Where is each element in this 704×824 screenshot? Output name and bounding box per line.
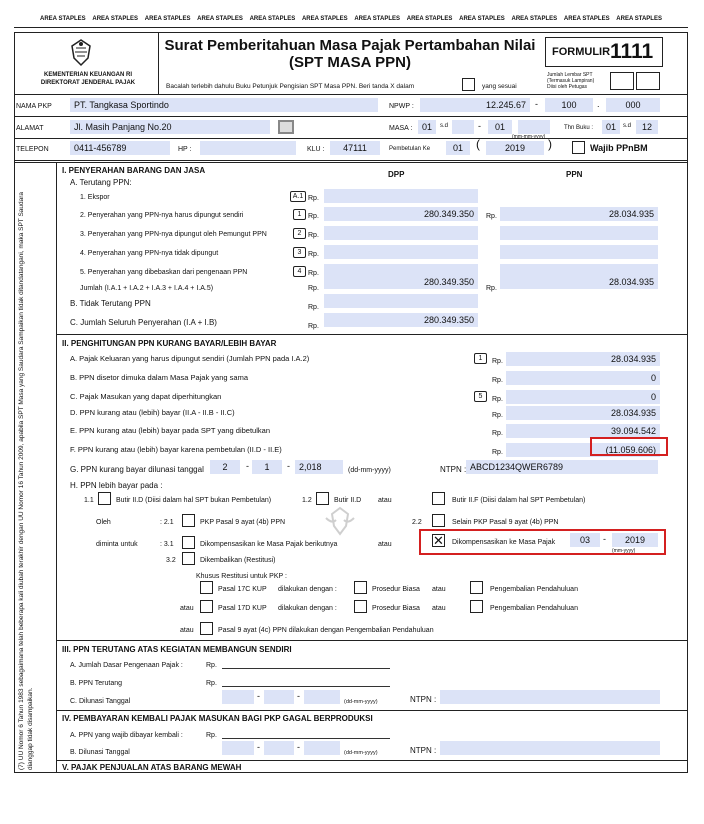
tahun-field[interactable]: 2019 [486,141,544,155]
jumlah-ppn-field[interactable]: 28.034.935 [500,275,658,289]
staples-label: AREA STAPLES [616,16,662,22]
staples-label: AREA STAPLES [197,16,243,22]
jumlah-seluruh-label: C. Jumlah Seluruh Penyerahan (I.A + I.B) [70,318,217,327]
pengembalian-label: Pengembalian Pendahuluan [490,605,578,612]
s2-c-field[interactable]: 0 [506,390,660,404]
h11-checkbox[interactable] [98,492,111,505]
hp-field[interactable] [200,141,296,155]
k2-checkbox[interactable] [200,600,213,613]
rp-label: Rp. [308,285,319,292]
section-3-title: III. PPN TERUTANG ATAS KEGIATAN MEMBANGUN SENDIRI [62,645,292,654]
s1-row-label: 2. Penyerahan yang PPN-nya harus dipungut sendiri [80,212,244,219]
npwp-field-1[interactable]: 12.245.67 [420,98,530,112]
s4-ntpn-label: NTPN : [410,746,437,755]
instruction-box [462,78,475,91]
jumlah-label: Jumlah (I.A.1 + I.A.2 + I.A.3 + I.A.4 + I.A.5) [80,285,214,292]
s1-row-label: 4. Penyerahan yang PPN-nya tidak dipungut [80,250,219,257]
h22-num: 2.2 [412,519,422,526]
dilakukan-label: dilakukan dengan : [278,605,337,612]
s1-row-num: 1 [293,209,306,220]
ministry-name: KEMENTERIAN KEUANGAN RI [43,72,132,78]
k2-pengembalian-checkbox[interactable] [470,600,483,613]
h22-checkbox[interactable] [432,514,445,527]
lebih-bayar-label: H. PPN lebih bayar pada : [70,481,163,490]
staples-label: AREA STAPLES [40,16,86,22]
s1-row-dpp-field[interactable] [324,189,478,203]
hf-label: Butir II.F (Diisi dalam hal SPT Pembetulan) [452,497,586,504]
section-1-title: I. PENYERAHAN BARANG DAN JASA [62,166,206,175]
alamat-expand-button[interactable] [278,120,294,134]
rp-label: Rp. [308,304,319,311]
s3-b-label: B. PPN Terutang [70,680,123,687]
formulir-label: FORMULIR [552,46,611,58]
nama-field[interactable]: PT. Tangkasa Sportindo [70,98,378,112]
k1-pengembalian-checkbox[interactable] [470,581,483,594]
instruction-text: Bacalah terlebih dahulu Buku Petunjuk Pengisian SPT Masa PPN. Beri tanda X dalam [166,83,415,90]
ntpn-field[interactable]: ABCD1234QWER6789 [466,460,658,474]
terutang-ppn-label: A. Terutang PPN: [70,178,132,187]
s3-year-field[interactable] [304,690,340,704]
dpp-header: DPP [388,170,405,179]
nama-label: NAMA PKP [16,103,52,110]
telepon-label: TELEPON [16,146,49,153]
tidak-terutang-label: B. Tidak Terutang PPN [70,299,151,308]
ntpn-label: NTPN : [440,465,467,474]
s4-a-line[interactable] [222,738,390,739]
staples-label: AREA STAPLES [354,16,401,22]
lampiran-label-3: Diisi oleh Petugas [547,84,588,90]
s1-row-num: A.1 [290,191,306,202]
h32-label: Dikembalikan (Restitusi) [200,557,276,564]
s3-day-field[interactable] [222,690,254,704]
s2-c-num: 5 [474,391,487,402]
rp-label: Rp. [206,732,217,739]
g-year-field[interactable]: 2,018 [295,460,343,474]
atau-label: atau [378,497,392,504]
k3-checkbox[interactable] [200,622,213,635]
thn-buku-to[interactable]: 12 [636,120,658,134]
k1-checkbox[interactable] [200,581,213,594]
h22-label: Selain PKP Pasal 9 ayat (4b) PPN [452,519,559,526]
k1-label: Pasal 17C KUP [218,586,267,593]
staples-label: AREA STAPLES [563,16,610,22]
s1-row-ppn-field[interactable] [500,226,658,240]
komp-year-field[interactable]: 2019 [612,533,658,547]
atau-label: atau [180,605,194,612]
h31-checkbox[interactable] [182,536,195,549]
s1-row-ppn-field[interactable] [500,245,658,259]
rp-label: Rp. [308,323,319,330]
jumlah-dpp-field[interactable]: 280.349.350 [324,275,478,289]
g-day-field[interactable]: 2 [210,460,240,474]
s1-row-dpp-field[interactable]: 280.349.350 [324,207,478,221]
s2-a-num: 1 [474,353,487,364]
prosedur-label: Prosedur Biasa [372,605,420,612]
formulir-number: 1111 [610,40,654,63]
pembetulan-label: Pembetulan Ke [389,146,431,152]
side-note: (7) UU Nomor 6 Tahun 1983 sebagaimana telah beberapa kali diubah terakhir dengan UU Nomor 16 Tahun 2009, apabila SPT Masa yang Saudara Sampaikan tidak ditandatangani, maka SPT Saudara dianggap tidak disampaikan. [18,191,34,770]
g-format: (dd-mm-yyyy) [348,467,391,474]
s3-ntpn-label: NTPN : [410,695,437,704]
h31-label: Dikompensasikan ke Masa Pajak berikutnya [200,541,338,548]
highlight-box-f [590,437,668,456]
h12-checkbox[interactable] [316,492,329,505]
lampiran-box-2[interactable] [636,72,660,90]
s4-ntpn-field[interactable] [440,741,660,755]
telepon-field[interactable]: 0411-456789 [70,141,170,155]
atau-label: atau [432,605,446,612]
rp-label: Rp. [206,662,217,669]
wajib-ppnbm-checkbox[interactable] [572,141,585,154]
s4-b-label: B. Dilunasi Tanggal [70,749,130,756]
staples-label: AREA STAPLES [406,16,453,22]
s1-row-ppn-field[interactable]: 28.034.935 [500,207,658,221]
rp-label: Rp. [492,430,503,437]
staples-label: AREA STAPLES [249,16,296,22]
s4-year-field[interactable] [304,741,340,755]
section-2-title: II. PENGHITUNGAN PPN KURANG BAYAR/LEBIH BAYAR [62,339,277,348]
h31-num: : 3.1 [160,541,174,548]
k1-prosedur-checkbox[interactable] [354,581,367,594]
s2-f-field[interactable]: (11.059.606) [506,443,660,457]
masa-format: (mm-mm-yyyy) [512,134,546,140]
directorate-name: DIREKTORAT JENDERAL PAJAK [40,80,136,86]
k2-label: Pasal 17D KUP [218,605,267,612]
rp-label: Rp. [308,232,319,239]
h11-num: 1.1 [84,497,94,504]
s4-a-label: A. PPN yang wajib dibayar kembali : [70,732,183,739]
s2-b-label: B. PPN disetor dimuka dalam Masa Pajak yang sama [70,373,248,382]
jumlah-seluruh-dpp-field[interactable]: 280.349.350 [324,313,478,327]
s1-row-num: 4 [293,266,306,277]
hp-label: HP : [178,146,192,153]
h21-num: : 2.1 [160,519,174,526]
s2-c-label: C. Pajak Masukan yang dapat diperhitungkan [70,392,222,401]
s2-f-label: F. PPN kurang atau (lebih) bayar karena pembetulan (II.D - II.E) [70,445,282,454]
komp-format: (mm-yyyy) [612,548,636,554]
lampiran-label-1: Jumlah Lembar SPT [547,72,593,78]
komp-checkbox[interactable]: ✕ [433,533,444,548]
section-4-title: IV. PEMBAYARAN KEMBALI PAJAK MASUKAN BAGI PKP GAGAL BERPRODUKSI [62,714,373,723]
watermark-emblem [322,506,358,538]
rp-label: Rp. [486,285,497,292]
s2-d-label: D. PPN kurang atau (lebih) bayar (II.A - II.B - II.C) [70,408,235,417]
section-5-title: V. PAJAK PENJUALAN ATAS BARANG MEWAH [62,763,242,772]
s3-a-line[interactable] [222,668,390,669]
s3-month-field[interactable] [264,690,294,704]
masa-blank-field[interactable] [452,120,474,134]
s1-row-label: 5. Penyerahan yang dibebaskan dari pengenaan PPN [80,269,248,276]
s4-day-field[interactable] [222,741,254,755]
k3-label: Pasal 9 ayat (4c) PPN dilakukan dengan Pengembalian Pendahuluan [218,627,434,634]
rp-label: Rp. [492,358,503,365]
npwp-field-3[interactable]: 000 [606,98,660,112]
komp-month-field[interactable]: 03 [570,533,600,547]
rp-label: Rp. [492,377,503,384]
atau-label: atau [180,627,194,634]
s2-b-field[interactable]: 0 [506,371,660,385]
s1-row-label: 1. Ekspor [80,194,110,201]
h32-checkbox[interactable] [182,552,195,565]
h21-checkbox[interactable] [182,514,195,527]
h32-num: 3.2 [166,557,176,564]
tidak-terutang-dpp-field[interactable] [324,294,478,308]
rp-label: Rp. [492,449,503,456]
masa-from-field[interactable]: 01 [418,120,436,134]
wajib-ppnbm-label: Wajib PPnBM [590,143,648,153]
alamat-label: ALAMAT [16,125,44,132]
h12-num: 1.2 [302,497,312,504]
s4-format: (dd-mm-yyyy) [344,750,378,756]
rp-label: Rp. [206,680,217,687]
pembetulan-field[interactable]: 01 [446,141,470,155]
s4-month-field[interactable] [264,741,294,755]
s2-d-field[interactable]: 28.034.935 [506,406,660,420]
s1-row-label: 3. Penyerahan yang PPN-nya dipungut oleh Pemungut PPN [80,231,267,238]
h11-label: Butir II.D (Diisi dalam hal SPT bukan Pembetulan) [116,497,272,504]
k2-prosedur-checkbox[interactable] [354,600,367,613]
npwp-field-2[interactable]: 100 [545,98,593,112]
thn-sd: s.d [623,123,632,129]
staples-label: AREA STAPLES [459,16,505,22]
atau-label: atau [432,586,446,593]
atau-label: atau [378,541,392,548]
s3-format: (dd-mm-yyyy) [344,699,378,705]
rp-label: Rp. [308,251,319,258]
s1-row-dpp-field[interactable] [324,226,478,240]
npwp-label: NPWP : [389,103,414,110]
hf-checkbox[interactable] [432,492,445,505]
s3-b-line[interactable] [222,686,390,687]
s2-e-field[interactable]: 39.094.542 [506,424,660,438]
formulir-box [545,37,663,67]
staples-label: AREA STAPLES [511,16,558,22]
staples-label: AREA STAPLES [92,16,139,22]
form-title: Surat Pemberitahuan Masa Pajak Pertambahan Nilai [164,37,536,54]
h12-label: Butir II.D [334,497,362,504]
g-month-field[interactable]: 1 [252,460,282,474]
h21-label: PKP Pasal 9 ayat (4b) PPN [200,519,286,526]
s2-a-field[interactable]: 28.034.935 [506,352,660,366]
rp-label: Rp. [308,195,319,202]
klu-label: KLU : [307,146,325,153]
rp-label: Rp. [308,270,319,277]
s2-a-label: A. Pajak Keluaran yang harus dipungut sendiri (Jumlah PPN pada I.A.2) [70,354,310,363]
form-subtitle: (SPT MASA PPN) [289,54,411,71]
thn-buku-from[interactable]: 01 [602,120,620,134]
s1-row-num: 3 [293,247,306,258]
rp-label: Rp. [308,213,319,220]
diminta-label: diminta untuk [96,541,138,548]
s3-c-label: C. Dilunasi Tanggal [70,698,131,705]
komp-label: Dikompensasikan ke Masa Pajak [452,539,556,546]
s2-e-label: E. PPN kurang atau (lebih) bayar pada SPT yang dibetulkan [70,426,270,435]
masa-to-field[interactable]: 01 [488,120,512,134]
rp-label: Rp. [492,412,503,419]
staples-label: AREA STAPLES [144,16,191,22]
s1-row-dpp-field[interactable] [324,245,478,259]
masa-sd: s.d [440,123,449,129]
staples-strip [14,14,688,28]
rp-label: Rp. [492,396,503,403]
staples-label: AREA STAPLES [301,16,348,22]
thn-buku-label: Thn Buku : [564,125,594,131]
rp-label: Rp. [486,213,497,220]
lampiran-label-2: (Termasuk Lampiran) [547,78,595,84]
dilunasi-label: G. PPN kurang bayar dilunasi tanggal [70,465,204,474]
ppn-header: PPN [566,170,583,179]
alamat-field[interactable]: Jl. Masih Panjang No.20 [70,120,270,134]
s1-row-num: 2 [293,228,306,239]
khusus-label: Khusus Restitusi untuk PKP : [196,573,287,580]
prosedur-label: Prosedur Biasa [372,586,420,593]
masa-year-field[interactable] [518,120,550,134]
masa-label: MASA : [389,125,413,132]
s3-ntpn-field[interactable] [440,690,660,704]
s3-a-label: A. Jumlah Dasar Pengenaan Pajak : [70,662,183,669]
lampiran-box-1[interactable] [610,72,634,90]
ministry-logo [60,38,102,68]
klu-field[interactable]: 47111 [330,141,380,155]
pengembalian-label: Pengembalian Pendahuluan [490,586,578,593]
dilakukan-label: dilakukan dengan : [278,586,337,593]
instruction-text-2: yang sesuai [482,83,517,90]
oleh-label: Oleh [96,519,111,526]
